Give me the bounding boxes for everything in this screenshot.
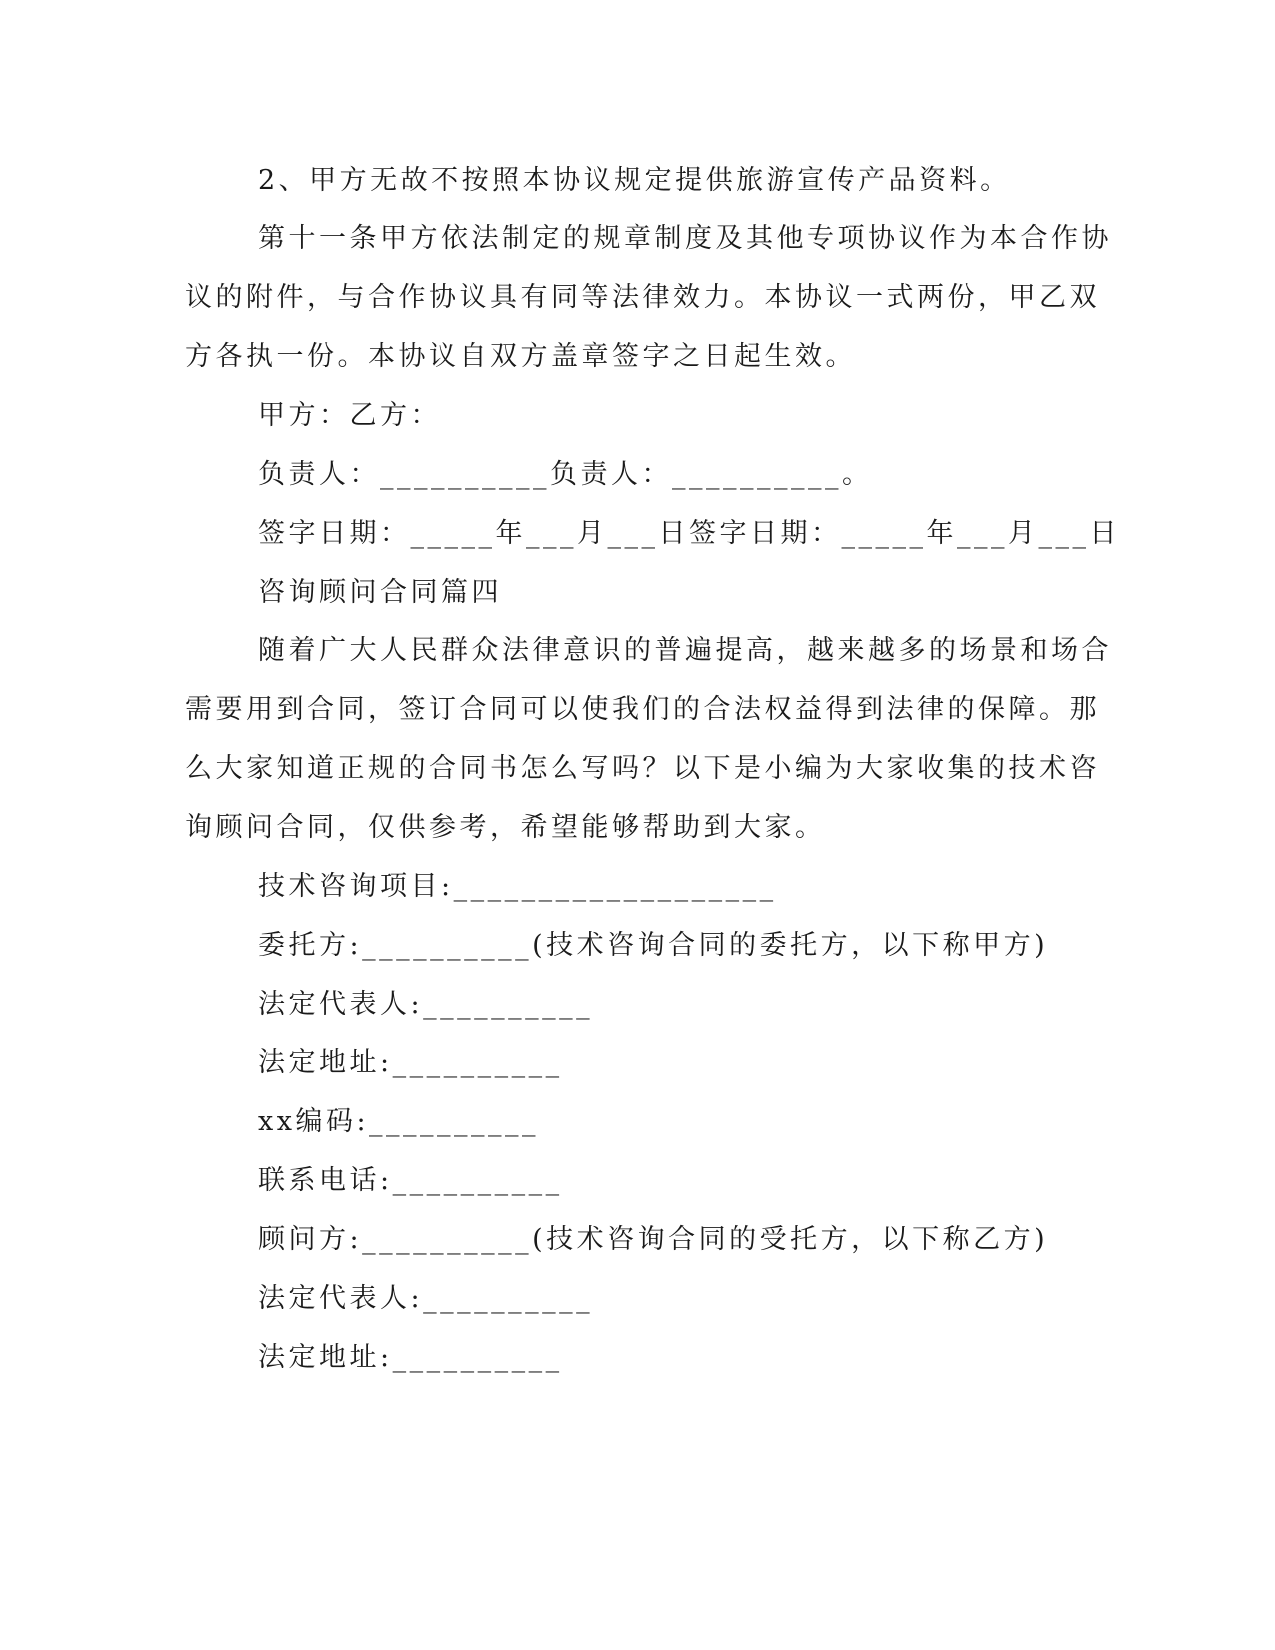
responsible-person-line: 负责人：__________负责人：__________。 bbox=[258, 459, 873, 490]
clause-item-2: 2、甲方无故不按照本协议规定提供旅游宣传产品资料。 bbox=[258, 165, 1011, 196]
consultant-legal-rep-field: 法定代表人:__________ bbox=[258, 1283, 594, 1314]
parties-line: 甲方：乙方： bbox=[258, 400, 441, 431]
article-11-line-1: 第十一条甲方依法制定的规章制度及其他专项协议作为本合作协 bbox=[258, 223, 1112, 254]
intro-line-4: 询顾问合同，仅供参考，希望能够帮助到大家。 bbox=[185, 812, 826, 843]
section-heading: 咨询顾问合同篇四 bbox=[258, 577, 502, 608]
consultant-legal-address-field: 法定地址:__________ bbox=[258, 1342, 563, 1373]
consultant-field: 顾问方:__________(技术咨询合同的受托方，以下称乙方) bbox=[258, 1224, 1049, 1255]
intro-line-3: 么大家知道正规的合同书怎么写吗？以下是小编为大家收集的技术咨 bbox=[185, 753, 1100, 784]
consulting-project-field: 技术咨询项目:___________________ bbox=[258, 871, 777, 902]
intro-line-1: 随着广大人民群众法律意识的普遍提高，越来越多的场景和场合 bbox=[258, 635, 1112, 666]
intro-line-2: 需要用到合同，签订合同可以使我们的合法权益得到法律的保障。那 bbox=[185, 694, 1100, 725]
client-legal-address-field: 法定地址:__________ bbox=[258, 1047, 563, 1078]
signing-date-line: 签字日期：_____年___月___日签字日期：_____年___月___日 bbox=[258, 518, 1120, 549]
postal-code-field: xx编码:__________ bbox=[258, 1106, 540, 1137]
article-11-line-2: 议的附件，与合作协议具有同等法律效力。本协议一式两份，甲乙双 bbox=[185, 282, 1100, 313]
phone-field: 联系电话:__________ bbox=[258, 1165, 563, 1196]
client-field: 委托方:__________(技术咨询合同的委托方，以下称甲方) bbox=[258, 930, 1049, 961]
client-legal-rep-field: 法定代表人:__________ bbox=[258, 989, 594, 1020]
article-11-line-3: 方各执一份。本协议自双方盖章签字之日起生效。 bbox=[185, 341, 856, 372]
